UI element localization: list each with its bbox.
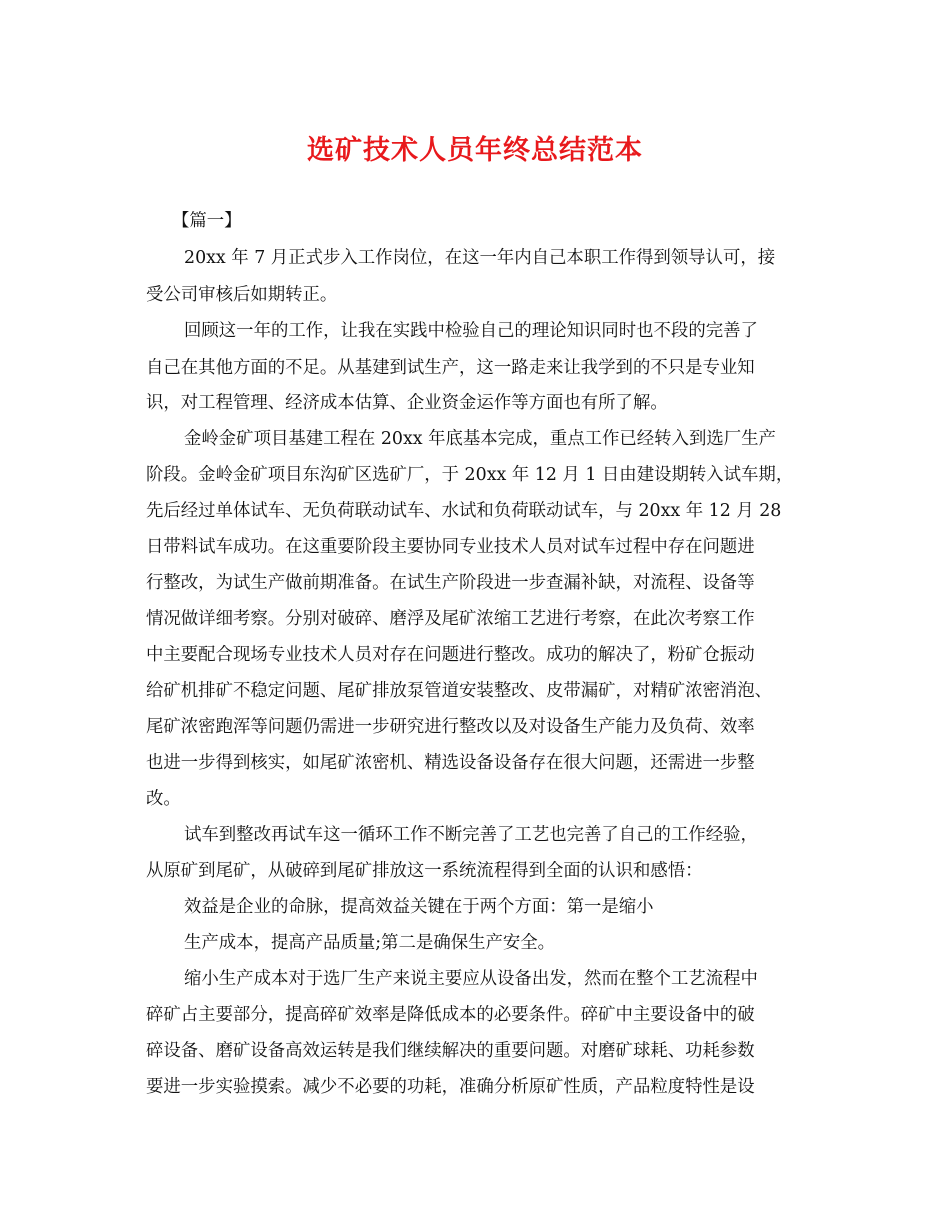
document-title: 选矿技术人员年终总结范本 <box>307 135 643 166</box>
text-line: 改。 <box>146 789 181 809</box>
text-line: 受公司审核后如期转正。 <box>146 285 338 305</box>
text-line: 自己在其他方面的不足。从基建到试生产，这一路走来让我学到的不只是专业知 <box>146 358 755 378</box>
text-line: 给矿机排矿不稳定问题、尾矿排放泵管道安装整改、皮带漏矿，对精矿浓密消泡、 <box>146 681 773 701</box>
text-line: 情况做详细考察。分别对破碎、磨浮及尾矿浓缩工艺进行考察，在此次考察工作 <box>146 609 755 629</box>
text-line: 行整改，为试生产做前期准备。在试生产阶段进一步查漏补缺，对流程、设备等 <box>146 573 755 593</box>
text-line: 要进一步实验摸索。减少不必要的功耗，准确分析原矿性质，产品粒度特性是设 <box>146 1077 755 1097</box>
text-line: 20xx 年 7 月正式步入工作岗位，在这一年内自己本职工作得到领导认可，接 <box>184 248 776 268</box>
section-label: 【篇一】 <box>172 211 242 231</box>
text-line: 日带料试车成功。在这重要阶段主要协同专业技术人员对试车过程中存在问题进 <box>146 537 755 557</box>
text-line: 中主要配合现场专业技术人员对存在问题进行整改。成功的解决了，粉矿仓振动 <box>146 645 755 665</box>
text-line: 也进一步得到核实，如尾矿浓密机、精选设备设备存在很大问题，还需进一步整 <box>146 753 755 773</box>
text-line: 尾矿浓密跑浑等问题仍需进一步研究进行整改以及对设备生产能力及负荷、效率 <box>146 717 755 737</box>
text-line: 效益是企业的命脉，提高效益关键在于两个方面：第一是缩小 <box>184 897 654 917</box>
text-line: 缩小生产成本对于选厂生产来说主要应从设备出发，然而在整个工艺流程中 <box>184 969 758 989</box>
text-line: 从原矿到尾矿，从破碎到尾矿排放这一系统流程得到全面的认识和感悟： <box>146 861 703 881</box>
text-line: 试车到整改再试车这一循环工作不断完善了工艺也完善了自己的工作经验， <box>184 825 758 845</box>
text-line: 碎设备、磨矿设备高效运转是我们继续解决的重要问题。对磨矿球耗、功耗参数 <box>146 1041 755 1061</box>
text-line: 识，对工程管理、经济成本估算、企业资金运作等方面也有所了解。 <box>146 393 668 413</box>
text-line: 先后经过单体试车、无负荷联动试车、水试和负荷联动试车，与 20xx 年 12 月 28 <box>146 501 782 521</box>
text-line: 回顾这一年的工作，让我在实践中检验自己的理论知识同时也不段的完善了 <box>184 321 758 341</box>
text-line: 生产成本，提高产品质量;第二是确保生产安全。 <box>184 933 556 953</box>
text-line: 金岭金矿项目基建工程在 20xx 年底基本完成，重点工作已经转入到选厂生产 <box>184 429 776 449</box>
text-line: 阶段。金岭金矿项目东沟矿区选矿厂，于 20xx 年 12 月 1 日由建设期转入试车期， <box>146 465 794 485</box>
text-line: 碎矿占主要部分，提高碎矿效率是降低成本的必要条件。碎矿中主要设备中的破 <box>146 1005 755 1025</box>
